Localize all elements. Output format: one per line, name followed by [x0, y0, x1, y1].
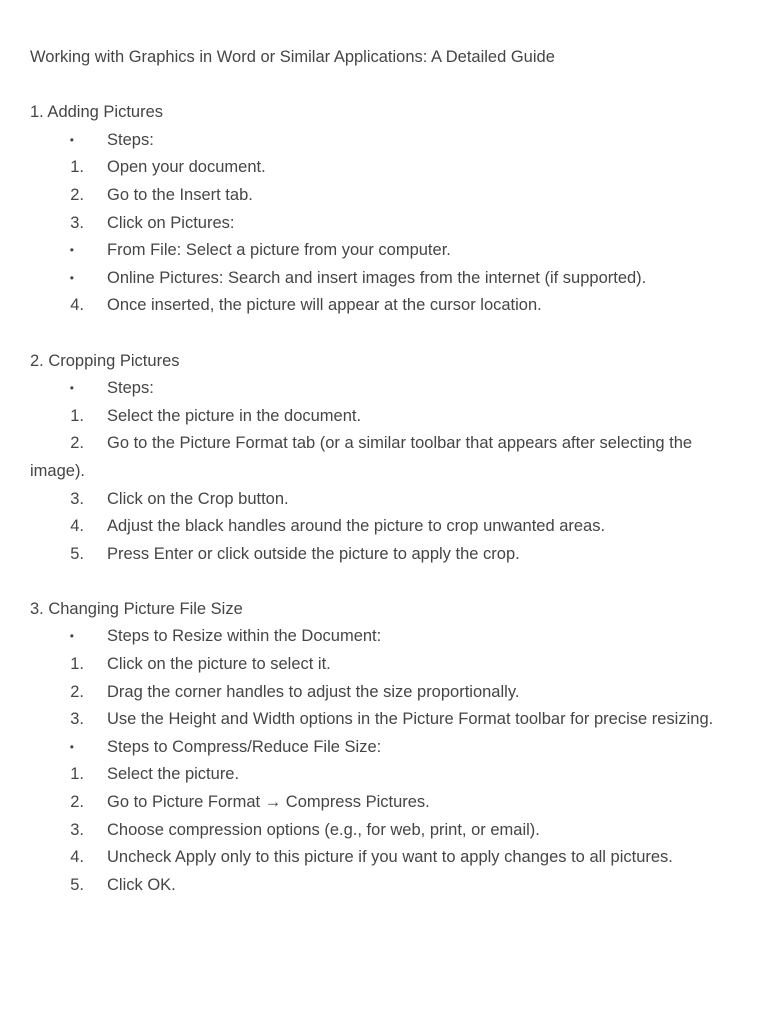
list-item-text: Go to the Picture Format tab (or a similar toolbar that appears after selecting the image). — [30, 434, 693, 480]
list-item-text: Adjust the black handles around the picture to crop unwanted areas. — [107, 517, 606, 536]
list-item — [30, 541, 744, 569]
list-item — [30, 844, 744, 872]
list-item — [30, 651, 744, 679]
list-item-text: Click on Pictures: — [107, 213, 235, 232]
number-marker: 3. — [70, 710, 84, 729]
number-marker: 4. — [70, 517, 84, 536]
bullet-marker: • — [69, 243, 74, 258]
list-item-text: From File: Select a picture from your computer. — [107, 241, 451, 260]
blank-line — [30, 72, 744, 100]
list-item — [30, 210, 744, 238]
bullet-marker: • — [69, 270, 74, 285]
list-item-text: Select the picture. — [107, 765, 240, 784]
list-item-text: Click OK. — [107, 875, 176, 894]
list-item — [30, 761, 744, 789]
list-item-text: Use the Height and Width options in the Picture Format toolbar for precise resizing. — [107, 710, 714, 729]
list-item — [30, 817, 744, 845]
bullet-marker: • — [69, 739, 74, 754]
list-item — [30, 430, 744, 485]
document-title: Working with Graphics in Word or Similar Applications: A Detailed Guide — [30, 48, 555, 66]
blank-line — [30, 568, 744, 596]
number-marker: 2. — [70, 793, 84, 812]
list-item — [30, 706, 744, 734]
list-item — [30, 734, 744, 762]
list-item — [30, 292, 744, 320]
list-item — [30, 182, 744, 210]
section-heading-changing-file-size: 3. Changing Picture File Size — [30, 599, 243, 618]
number-marker: 2. — [70, 434, 84, 453]
number-marker: 4. — [70, 848, 84, 867]
number-marker: 3. — [70, 489, 84, 508]
list-item-text: Steps to Compress/Reduce File Size: — [107, 737, 382, 756]
list-item — [30, 375, 744, 403]
list-item — [30, 403, 744, 431]
list-item-text: Steps to Resize within the Document: — [107, 627, 382, 646]
number-marker: 2. — [70, 185, 84, 204]
document-body — [30, 44, 744, 899]
list-item — [30, 623, 744, 651]
list-item-text: Go to the Insert tab. — [107, 185, 253, 204]
list-item-text: Once inserted, the picture will appear at the cursor location. — [107, 296, 542, 315]
list-item — [30, 513, 744, 541]
list-item-text: Drag the corner handles to adjust the size proportionally. — [107, 682, 520, 701]
list-item-text: Select the picture in the document. — [107, 406, 362, 425]
list-item — [30, 679, 744, 707]
number-marker: 1. — [70, 765, 84, 784]
list-item — [30, 789, 744, 817]
number-marker: 3. — [70, 820, 84, 839]
number-marker: 5. — [70, 875, 84, 894]
list-item — [30, 154, 744, 182]
number-marker: 4. — [70, 296, 84, 315]
list-item — [30, 486, 744, 514]
section-heading-cropping-pictures: 2. Cropping Pictures — [30, 351, 180, 370]
list-item-text: Choose compression options (e.g., for web, print, or email). — [107, 820, 540, 839]
list-item — [30, 127, 744, 155]
list-item-text: Steps: — [107, 130, 154, 149]
list-item-text: Press Enter or click outside the picture to apply the crop. — [107, 544, 520, 563]
bullet-marker: • — [69, 381, 74, 396]
number-marker: 1. — [70, 406, 84, 425]
list-item-text: Steps: — [107, 379, 154, 398]
bullet-marker: • — [69, 132, 74, 147]
number-marker: 1. — [70, 158, 84, 177]
list-item-text: Click on the picture to select it. — [107, 655, 331, 674]
list-item — [30, 265, 744, 293]
list-item-text: Online Pictures: Search and insert images from the internet (if supported). — [107, 268, 647, 287]
number-marker: 1. — [70, 655, 84, 674]
blank-line — [30, 320, 744, 348]
list-item — [30, 872, 744, 900]
number-marker: 2. — [70, 682, 84, 701]
list-item-text: Go to Picture Format → Compress Pictures. — [107, 793, 430, 812]
number-marker: 5. — [70, 544, 84, 563]
list-item — [30, 237, 744, 265]
bullet-marker: • — [69, 629, 74, 644]
number-marker: 3. — [70, 213, 84, 232]
section-heading-adding-pictures: 1. Adding Pictures — [30, 103, 163, 122]
list-item-text: Open your document. — [107, 158, 266, 177]
list-item-text: Uncheck Apply only to this picture if you want to apply changes to all pictures. — [107, 848, 673, 867]
list-item-text: Click on the Crop button. — [107, 489, 289, 508]
